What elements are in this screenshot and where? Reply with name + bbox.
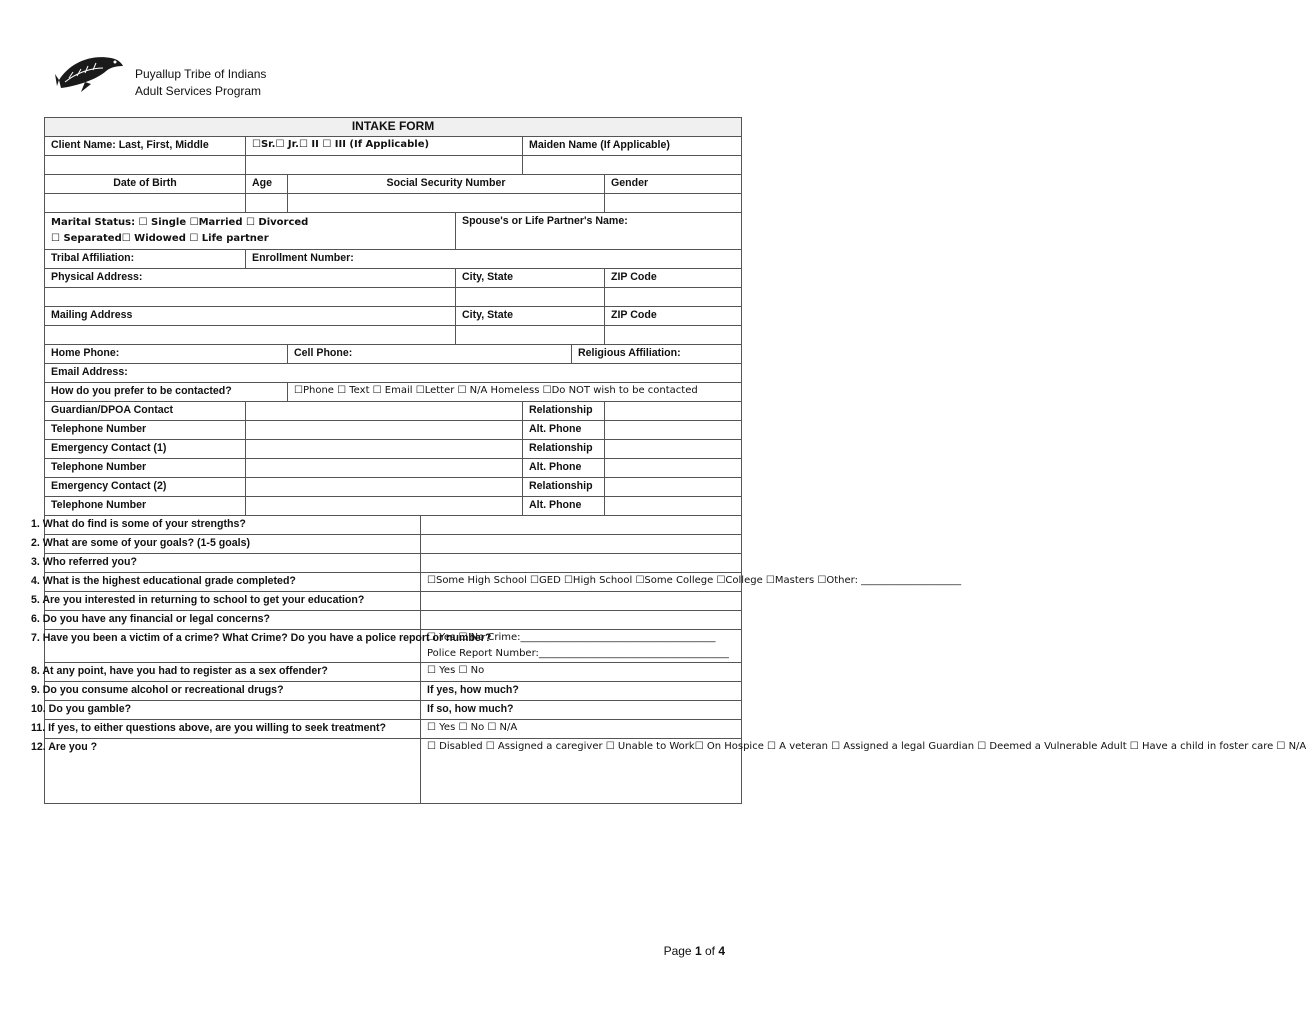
marital-status-line1[interactable]: Marital Status: ☐ Single ☐Married ☐ Divorced [51, 217, 309, 228]
guardian-telephone-field[interactable] [246, 421, 523, 440]
question-1: 1. What do find is some of your strengths? [45, 516, 421, 535]
emergency-1-telephone-label: Telephone Number [45, 459, 246, 478]
physical-address-label: Physical Address: [45, 269, 456, 288]
emergency-2-alt-phone-label: Alt. Phone [523, 497, 605, 516]
mailing-city-field[interactable] [456, 326, 605, 345]
question-3: 3. Who referred you? [45, 554, 421, 573]
answer-11-options[interactable]: ☐ Yes ☐ No ☐ N/A [421, 720, 742, 739]
gender-field[interactable] [605, 194, 742, 213]
mailing-address-field[interactable] [45, 326, 456, 345]
tribal-affiliation-label: Tribal Affiliation: [45, 250, 246, 269]
emergency-2-relationship-field[interactable] [605, 478, 742, 497]
guardian-alt-phone-field[interactable] [605, 421, 742, 440]
gender-label: Gender [605, 175, 742, 194]
physical-address-field[interactable] [45, 288, 456, 307]
page-number [664, 944, 725, 958]
emergency-contact-1-field[interactable] [246, 440, 523, 459]
guardian-relationship-field[interactable] [605, 402, 742, 421]
answer-6-field[interactable] [421, 611, 742, 630]
email-address-label: Email Address: [45, 364, 742, 383]
religious-affiliation-label: Religious Affiliation: [572, 345, 742, 364]
physical-city-field[interactable] [456, 288, 605, 307]
question-8: 8. At any point, have you had to register as a sex offender? [45, 663, 421, 682]
org-name: Puyallup Tribe of Indians [135, 67, 267, 81]
page-total: 4 [718, 944, 725, 958]
dob-field[interactable] [45, 194, 246, 213]
emergency-contact-1-label: Emergency Contact (1) [45, 440, 246, 459]
question-12: 12. Are you ? [45, 739, 421, 804]
emergency-1-telephone-field[interactable] [246, 459, 523, 478]
enrollment-number-label: Enrollment Number: [246, 250, 742, 269]
ssn-label: Social Security Number [288, 175, 605, 194]
question-11: 11. If yes, to either questions above, are you willing to seek treatment? [45, 720, 421, 739]
emergency-contact-2-label: Emergency Contact (2) [45, 478, 246, 497]
ssn-field[interactable] [288, 194, 605, 213]
question-2: 2. What are some of your goals? (1-5 goals) [45, 535, 421, 554]
suffix-field[interactable] [246, 156, 523, 175]
age-field[interactable] [246, 194, 288, 213]
question-5: 5. Are you interested in returning to school to get your education? [45, 592, 421, 611]
answer-12-options[interactable]: ☐ Disabled ☐ Assigned a caregiver ☐ Unable to Work☐ On Hospice ☐ A veteran ☐ Assigned a legal Guardian ☐ Deemed a Vulnerable Adult ☐ Have a child in foster care ☐ N/A [421, 739, 742, 804]
physical-city-state-label: City, State [456, 269, 605, 288]
program-name: Adult Services Program [135, 84, 262, 98]
suffix-checkboxes[interactable]: ☐Sr.☐ Jr.☐ II ☐ III (If Applicable) [246, 137, 523, 156]
guardian-label: Guardian/DPOA Contact [45, 402, 246, 421]
answer-10-label: If so, how much? [421, 701, 742, 720]
answer-2-field[interactable] [421, 535, 742, 554]
page-prefix: Page [663, 944, 695, 958]
mailing-zip-label: ZIP Code [605, 307, 742, 326]
guardian-alt-phone-label: Alt. Phone [523, 421, 605, 440]
answer-7[interactable] [421, 630, 742, 663]
maiden-name-field[interactable] [523, 156, 742, 175]
guardian-field[interactable] [246, 402, 523, 421]
emergency-2-alt-phone-field[interactable] [605, 497, 742, 516]
intake-form-table [31, 117, 1306, 804]
client-name-label: Client Name: Last, First, Middle [45, 137, 246, 156]
page-current: 1 [694, 944, 702, 958]
mailing-city-state-label: City, State [456, 307, 605, 326]
home-phone-label: Home Phone: [45, 345, 288, 364]
emergency-contact-2-field[interactable] [246, 478, 523, 497]
answer-4-options[interactable]: ☐Some High School ☐GED ☐High School ☐Some College ☐College ☐Masters ☐Other: ____________________ [421, 573, 742, 592]
mailing-address-label: Mailing Address [45, 307, 456, 326]
emergency-1-alt-phone-label: Alt. Phone [523, 459, 605, 478]
emergency-2-telephone-field[interactable] [246, 497, 523, 516]
answer-3-field[interactable] [421, 554, 742, 573]
emergency-1-alt-phone-field[interactable] [605, 459, 742, 478]
answer-7-police-report[interactable]: Police Report Number:______________________________________ [427, 648, 729, 659]
guardian-relationship-label: Relationship [523, 402, 605, 421]
emergency-2-telephone-label: Telephone Number [45, 497, 246, 516]
emergency-1-relationship-field[interactable] [605, 440, 742, 459]
client-name-field[interactable] [45, 156, 246, 175]
answer-8-options[interactable]: ☐ Yes ☐ No [421, 663, 742, 682]
physical-zip-label: ZIP Code [605, 269, 742, 288]
marital-status[interactable] [45, 213, 456, 250]
physical-zip-field[interactable] [605, 288, 742, 307]
answer-5-field[interactable] [421, 592, 742, 611]
salmon-logo-icon [55, 50, 127, 94]
age-label: Age [246, 175, 288, 194]
contact-preference-label: How do you prefer to be contacted? [45, 383, 288, 402]
document-header [55, 50, 355, 110]
form-title: INTAKE FORM [45, 118, 742, 137]
marital-status-line2[interactable]: ☐ Separated☐ Widowed ☐ Life partner [51, 233, 269, 244]
answer-1-field[interactable] [421, 516, 742, 535]
answer-9-label: If yes, how much? [421, 682, 742, 701]
cell-phone-label: Cell Phone: [288, 345, 572, 364]
question-4: 4. What is the highest educational grade completed? [45, 573, 421, 592]
maiden-name-label: Maiden Name (If Applicable) [523, 137, 742, 156]
dob-label: Date of Birth [45, 175, 246, 194]
mailing-zip-field[interactable] [605, 326, 742, 345]
question-9: 9. Do you consume alcohol or recreational drugs? [45, 682, 421, 701]
guardian-telephone-label: Telephone Number [45, 421, 246, 440]
question-6: 6. Do you have any financial or legal concerns? [45, 611, 421, 630]
question-10: 10. Do you gamble? [45, 701, 421, 720]
contact-preference-options[interactable]: ☐Phone ☐ Text ☐ Email ☐Letter ☐ N/A Homeless ☐Do NOT wish to be contacted [288, 383, 742, 402]
answer-7-crime[interactable]: ☐ Yes ☐ No Crime:_______________________________________ [427, 632, 716, 643]
page-of: of [701, 944, 719, 958]
spouse-name-label: Spouse's or Life Partner's Name: [456, 213, 742, 250]
emergency-1-relationship-label: Relationship [523, 440, 605, 459]
emergency-2-relationship-label: Relationship [523, 478, 605, 497]
question-7: 7. Have you been a victim of a crime? What Crime? Do you have a police report or number? [45, 630, 421, 663]
